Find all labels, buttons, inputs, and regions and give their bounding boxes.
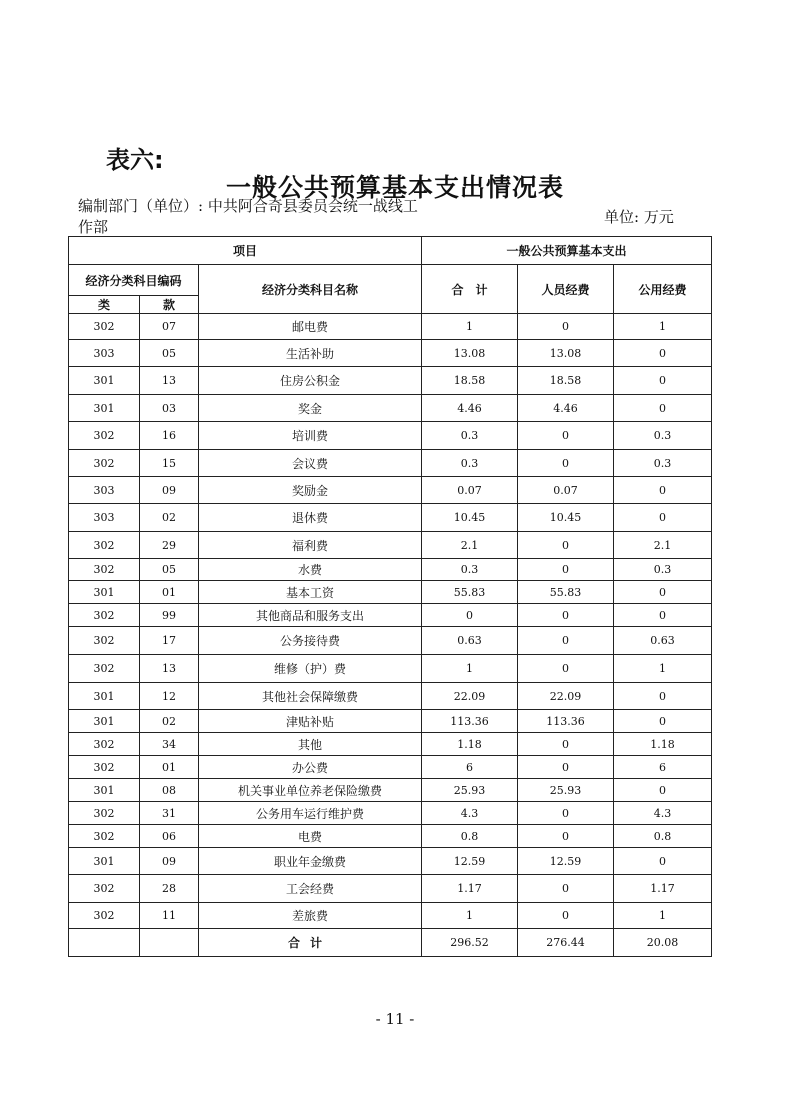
code-item-cell: 01 bbox=[140, 581, 199, 604]
table-row bbox=[69, 848, 712, 875]
total-cell: 22.09 bbox=[422, 683, 518, 710]
public-cell: 1.17 bbox=[614, 875, 712, 903]
personnel-cell: 13.08 bbox=[518, 340, 614, 367]
public-cell: 0 bbox=[614, 848, 712, 875]
total-personnel: 276.44 bbox=[518, 929, 614, 957]
table-row bbox=[69, 875, 712, 903]
table-row bbox=[69, 655, 712, 683]
personnel-cell: 0 bbox=[518, 802, 614, 825]
table-row bbox=[69, 627, 712, 655]
code-category-cell: 301 bbox=[69, 581, 140, 604]
table-row bbox=[69, 450, 712, 477]
public-cell: 0.3 bbox=[614, 422, 712, 450]
code-category-cell: 303 bbox=[69, 340, 140, 367]
personnel-cell: 0 bbox=[518, 825, 614, 848]
table-row bbox=[69, 532, 712, 559]
table-row bbox=[69, 779, 712, 802]
public-cell: 0.3 bbox=[614, 450, 712, 477]
public-cell: 2.1 bbox=[614, 532, 712, 559]
public-cell: 0 bbox=[614, 504, 712, 532]
total-label: 合计 bbox=[199, 929, 422, 957]
total-cell: 13.08 bbox=[422, 340, 518, 367]
personnel-cell: 4.46 bbox=[518, 395, 614, 422]
name-cell: 电费 bbox=[199, 825, 422, 848]
total-cell: 0.3 bbox=[422, 422, 518, 450]
personnel-cell: 0 bbox=[518, 559, 614, 581]
table-row bbox=[69, 559, 712, 581]
public-cell: 0 bbox=[614, 395, 712, 422]
public-cell: 1 bbox=[614, 903, 712, 929]
code-item-cell: 12 bbox=[140, 683, 199, 710]
code-item-cell: 28 bbox=[140, 875, 199, 903]
table-row bbox=[69, 802, 712, 825]
total-empty-cell bbox=[140, 929, 199, 957]
public-cell: 0 bbox=[614, 340, 712, 367]
code-category-cell: 302 bbox=[69, 825, 140, 848]
code-item-cell: 09 bbox=[140, 477, 199, 504]
name-cell: 退休费 bbox=[199, 504, 422, 532]
code-item-cell: 09 bbox=[140, 848, 199, 875]
total-cell: 4.46 bbox=[422, 395, 518, 422]
public-cell: 0.63 bbox=[614, 627, 712, 655]
public-cell: 0 bbox=[614, 604, 712, 627]
code-item-cell: 11 bbox=[140, 903, 199, 929]
total-cell: 2.1 bbox=[422, 532, 518, 559]
name-cell: 公务用车运行维护费 bbox=[199, 802, 422, 825]
name-cell: 奖励金 bbox=[199, 477, 422, 504]
total-cell: 6 bbox=[422, 756, 518, 779]
total-cell: 0.3 bbox=[422, 450, 518, 477]
code-category-cell: 302 bbox=[69, 875, 140, 903]
table-row bbox=[69, 340, 712, 367]
total-cell: 0 bbox=[422, 604, 518, 627]
personnel-cell: 0 bbox=[518, 903, 614, 929]
code-category-cell: 303 bbox=[69, 504, 140, 532]
personnel-cell: 0 bbox=[518, 532, 614, 559]
personnel-cell: 55.83 bbox=[518, 581, 614, 604]
code-item-cell: 05 bbox=[140, 559, 199, 581]
code-item-cell: 02 bbox=[140, 710, 199, 733]
name-cell: 津贴补贴 bbox=[199, 710, 422, 733]
code-category-cell: 302 bbox=[69, 422, 140, 450]
total-cell: 25.93 bbox=[422, 779, 518, 802]
name-cell: 工会经费 bbox=[199, 875, 422, 903]
personnel-cell: 25.93 bbox=[518, 779, 614, 802]
name-cell: 其他商品和服务支出 bbox=[199, 604, 422, 627]
code-category-cell: 302 bbox=[69, 532, 140, 559]
total-public: 20.08 bbox=[614, 929, 712, 957]
personnel-cell: 0 bbox=[518, 450, 614, 477]
code-item-cell: 16 bbox=[140, 422, 199, 450]
personnel-cell: 0 bbox=[518, 756, 614, 779]
total-row bbox=[69, 929, 712, 957]
code-item-cell: 08 bbox=[140, 779, 199, 802]
personnel-cell: 0 bbox=[518, 733, 614, 756]
header-item: 款 bbox=[140, 296, 199, 314]
name-cell: 机关事业单位养老保险缴费 bbox=[199, 779, 422, 802]
budget-table bbox=[68, 236, 712, 957]
header-public: 公用经费 bbox=[614, 265, 712, 314]
total-cell: 1.17 bbox=[422, 875, 518, 903]
name-cell: 差旅费 bbox=[199, 903, 422, 929]
name-cell: 办公费 bbox=[199, 756, 422, 779]
name-cell: 维修（护）费 bbox=[199, 655, 422, 683]
total-cell: 4.3 bbox=[422, 802, 518, 825]
name-cell: 其他 bbox=[199, 733, 422, 756]
code-category-cell: 302 bbox=[69, 655, 140, 683]
total-cell: 1 bbox=[422, 655, 518, 683]
personnel-cell: 0 bbox=[518, 314, 614, 340]
table-row bbox=[69, 422, 712, 450]
total-cell: 113.36 bbox=[422, 710, 518, 733]
name-cell: 基本工资 bbox=[199, 581, 422, 604]
public-cell: 0.8 bbox=[614, 825, 712, 848]
name-cell: 其他社会保障缴费 bbox=[199, 683, 422, 710]
code-category-cell: 301 bbox=[69, 683, 140, 710]
personnel-cell: 0 bbox=[518, 655, 614, 683]
public-cell: 6 bbox=[614, 756, 712, 779]
total-cell: 0.8 bbox=[422, 825, 518, 848]
personnel-cell: 113.36 bbox=[518, 710, 614, 733]
table-row bbox=[69, 314, 712, 340]
table-row bbox=[69, 477, 712, 504]
header-project: 项目 bbox=[69, 237, 422, 265]
table-row bbox=[69, 683, 712, 710]
unit-label: 单位: 万元 bbox=[604, 208, 674, 226]
code-category-cell: 303 bbox=[69, 477, 140, 504]
name-cell: 会议费 bbox=[199, 450, 422, 477]
table-row bbox=[69, 825, 712, 848]
code-category-cell: 302 bbox=[69, 733, 140, 756]
code-item-cell: 13 bbox=[140, 655, 199, 683]
public-cell: 1 bbox=[614, 655, 712, 683]
code-category-cell: 301 bbox=[69, 848, 140, 875]
public-cell: 1.18 bbox=[614, 733, 712, 756]
code-category-cell: 302 bbox=[69, 604, 140, 627]
table-row bbox=[69, 581, 712, 604]
total-cell: 0.63 bbox=[422, 627, 518, 655]
name-cell: 职业年金缴费 bbox=[199, 848, 422, 875]
code-item-cell: 07 bbox=[140, 314, 199, 340]
table-row bbox=[69, 504, 712, 532]
table-label: 表六: bbox=[106, 146, 164, 174]
public-cell: 0 bbox=[614, 683, 712, 710]
page-number: - 11 - bbox=[375, 1010, 415, 1028]
code-item-cell: 15 bbox=[140, 450, 199, 477]
code-item-cell: 13 bbox=[140, 367, 199, 395]
public-cell: 0 bbox=[614, 477, 712, 504]
personnel-cell: 0 bbox=[518, 604, 614, 627]
name-cell: 生活补助 bbox=[199, 340, 422, 367]
name-cell: 水费 bbox=[199, 559, 422, 581]
total-cell: 12.59 bbox=[422, 848, 518, 875]
code-item-cell: 29 bbox=[140, 532, 199, 559]
public-cell: 4.3 bbox=[614, 802, 712, 825]
table-row bbox=[69, 604, 712, 627]
name-cell: 邮电费 bbox=[199, 314, 422, 340]
header-name: 经济分类科目名称 bbox=[199, 265, 422, 314]
total-amount: 296.52 bbox=[422, 929, 518, 957]
name-cell: 住房公积金 bbox=[199, 367, 422, 395]
name-cell: 公务接待费 bbox=[199, 627, 422, 655]
table-row bbox=[69, 756, 712, 779]
public-cell: 0 bbox=[614, 710, 712, 733]
total-cell: 1 bbox=[422, 314, 518, 340]
code-category-cell: 302 bbox=[69, 314, 140, 340]
code-item-cell: 06 bbox=[140, 825, 199, 848]
code-category-cell: 302 bbox=[69, 903, 140, 929]
code-category-cell: 302 bbox=[69, 450, 140, 477]
total-cell: 1 bbox=[422, 903, 518, 929]
table-body bbox=[69, 314, 712, 929]
header-personnel: 人员经费 bbox=[518, 265, 614, 314]
public-cell: 1 bbox=[614, 314, 712, 340]
total-cell: 18.58 bbox=[422, 367, 518, 395]
code-item-cell: 31 bbox=[140, 802, 199, 825]
table-row bbox=[69, 395, 712, 422]
total-cell: 1.18 bbox=[422, 733, 518, 756]
name-cell: 福利费 bbox=[199, 532, 422, 559]
header-code: 经济分类科目编码 bbox=[69, 265, 199, 296]
public-cell: 0 bbox=[614, 779, 712, 802]
code-item-cell: 99 bbox=[140, 604, 199, 627]
total-cell: 0.07 bbox=[422, 477, 518, 504]
personnel-cell: 0.07 bbox=[518, 477, 614, 504]
personnel-cell: 0 bbox=[518, 875, 614, 903]
code-category-cell: 302 bbox=[69, 802, 140, 825]
header-total: 合 计 bbox=[422, 265, 518, 314]
personnel-cell: 0 bbox=[518, 627, 614, 655]
page-title: 一般公共预算基本支出情况表 bbox=[225, 173, 564, 202]
code-category-cell: 301 bbox=[69, 710, 140, 733]
code-item-cell: 34 bbox=[140, 733, 199, 756]
code-item-cell: 03 bbox=[140, 395, 199, 422]
table-row bbox=[69, 903, 712, 929]
name-cell: 奖金 bbox=[199, 395, 422, 422]
code-item-cell: 17 bbox=[140, 627, 199, 655]
header-expenditure-group: 一般公共预算基本支出 bbox=[422, 237, 712, 265]
code-category-cell: 302 bbox=[69, 756, 140, 779]
total-cell: 0.3 bbox=[422, 559, 518, 581]
code-category-cell: 301 bbox=[69, 779, 140, 802]
header-category: 类 bbox=[69, 296, 140, 314]
total-empty-cell bbox=[69, 929, 140, 957]
public-cell: 0.3 bbox=[614, 559, 712, 581]
personnel-cell: 22.09 bbox=[518, 683, 614, 710]
public-cell: 0 bbox=[614, 581, 712, 604]
personnel-cell: 0 bbox=[518, 422, 614, 450]
table-row bbox=[69, 733, 712, 756]
code-category-cell: 301 bbox=[69, 367, 140, 395]
personnel-cell: 10.45 bbox=[518, 504, 614, 532]
code-item-cell: 02 bbox=[140, 504, 199, 532]
personnel-cell: 12.59 bbox=[518, 848, 614, 875]
code-item-cell: 01 bbox=[140, 756, 199, 779]
personnel-cell: 18.58 bbox=[518, 367, 614, 395]
code-category-cell: 302 bbox=[69, 627, 140, 655]
total-cell: 55.83 bbox=[422, 581, 518, 604]
total-cell: 10.45 bbox=[422, 504, 518, 532]
table-row bbox=[69, 367, 712, 395]
table-row bbox=[69, 710, 712, 733]
compiling-department: 编制部门（单位）: 中共阿合奇县委员会统一战线工作部 bbox=[78, 197, 418, 236]
code-category-cell: 302 bbox=[69, 559, 140, 581]
public-cell: 0 bbox=[614, 367, 712, 395]
name-cell: 培训费 bbox=[199, 422, 422, 450]
code-item-cell: 05 bbox=[140, 340, 199, 367]
code-category-cell: 301 bbox=[69, 395, 140, 422]
